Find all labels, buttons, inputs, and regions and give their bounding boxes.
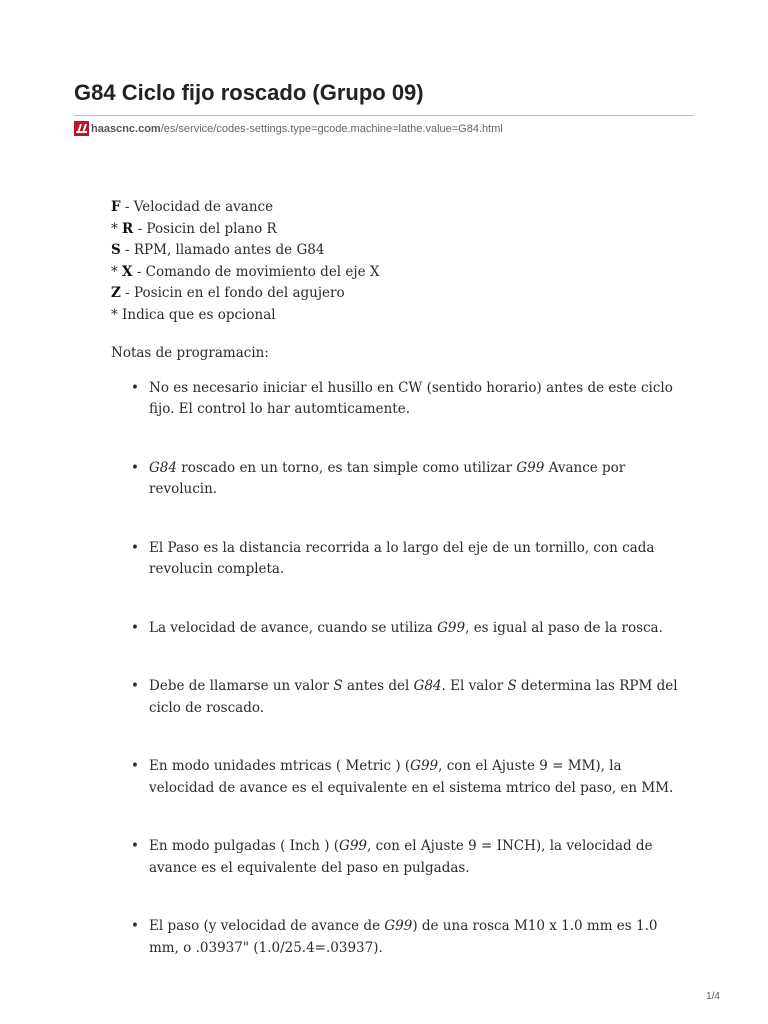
haas-logo-icon — [74, 121, 89, 136]
list-item: • G84 roscado en un torno, es tan simple como utilizar G99 Avance por revolucin. — [111, 458, 681, 501]
param-line: F - Velocidad de avance — [111, 199, 274, 215]
parameter-list — [111, 197, 681, 326]
list-item: • El Paso es la distancia recorrida a lo largo del eje de un tornillo, con cada revolucin completa. — [111, 538, 681, 581]
param-line: Z - Posicin en el fondo del agujero — [111, 285, 345, 301]
param-line: * R - Posicin del plano R — [111, 220, 277, 237]
notes-list — [111, 378, 681, 960]
list-item: • El paso (y velocidad de avance de G99) de una rosca M10 x 1.0 mm es 1.0 mm, o .03937" (1.0/25.4=.03937). — [111, 916, 681, 959]
source-link[interactable] — [74, 121, 503, 136]
page-title: G84 Ciclo fijo roscado (Grupo 09) — [74, 80, 424, 105]
param-line: * X - Comando de movimiento del eje X — [111, 263, 380, 280]
list-item: • Debe de llamarse un valor S antes del G84. El valor S determina las RPM del ciclo de roscado. — [111, 676, 681, 719]
document-body — [111, 197, 681, 996]
list-item: • La velocidad de avance, cuando se utiliza G99, es igual al paso de la rosca. — [111, 618, 681, 640]
title-divider — [74, 115, 694, 116]
list-item: • En modo unidades mtricas ( Metric ) (G99, con el Ajuste 9 = MM), la velocidad de avance es el equivalente en el sistema mtrico del paso, en MM. — [111, 756, 681, 799]
source-domain[interactable]: haascnc.com — [91, 122, 161, 135]
param-line: S - RPM, llamado antes de G84 — [111, 242, 325, 258]
source-path[interactable]: /es/service/codes-settings.type=gcode.machine=lathe.value=G84.html — [160, 122, 503, 135]
optional-note: * Indica que es opcional — [111, 306, 276, 323]
list-item: • En modo pulgadas ( Inch ) (G99, con el Ajuste 9 = INCH), la velocidad de avance es el equivalente del paso en pulgadas. — [111, 836, 681, 879]
page-number: 1/4 — [706, 991, 720, 1002]
list-item: • No es necesario iniciar el husillo en CW (sentido horario) antes de este ciclo fijo. El control lo har automticamente. — [111, 378, 681, 421]
notes-heading: Notas de programacin: — [111, 345, 269, 361]
